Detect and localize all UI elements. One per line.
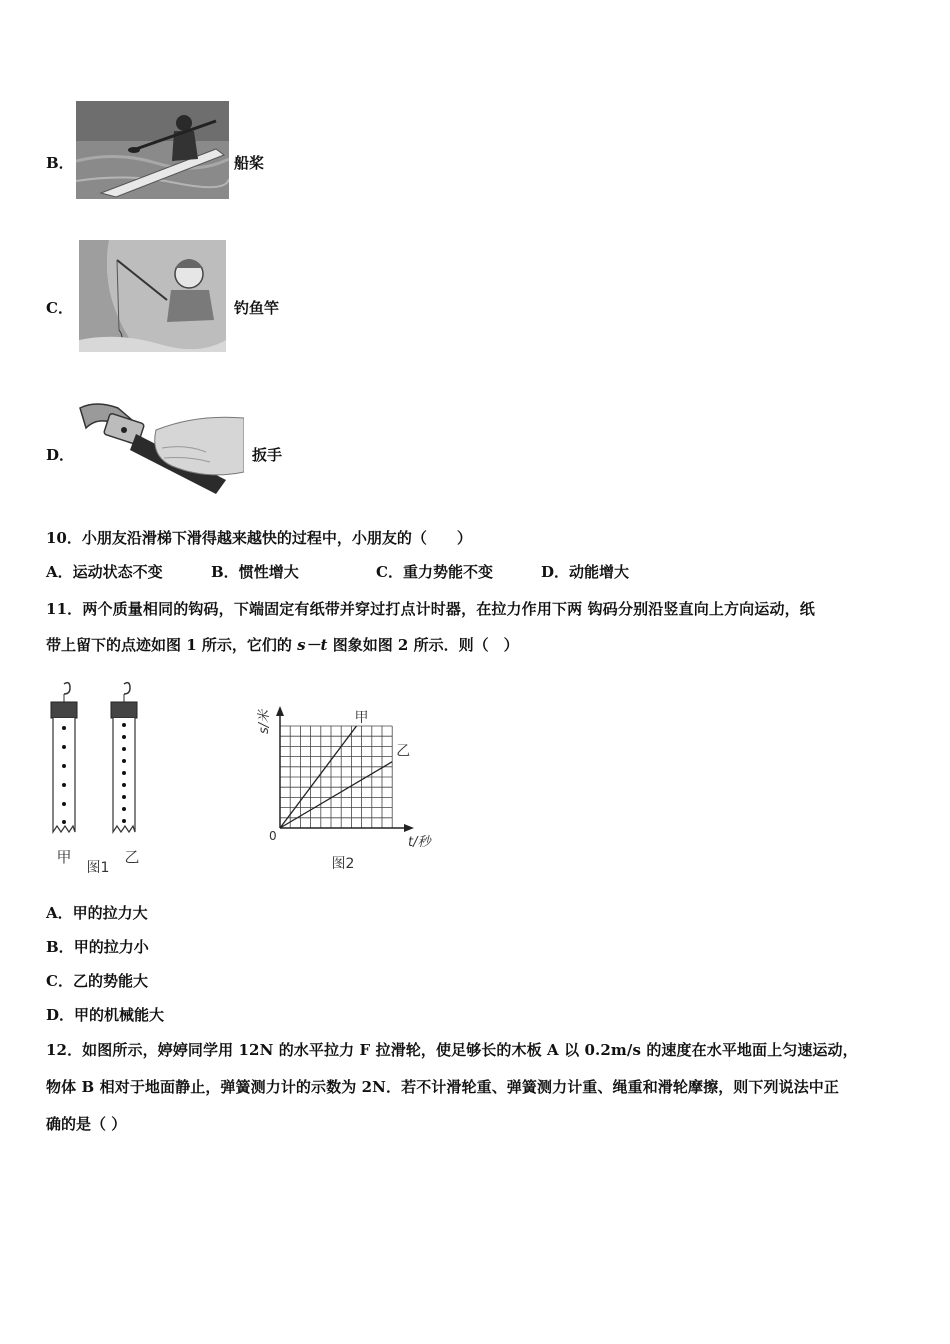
option-label: B． (46, 938, 74, 956)
x-axis-arrow-icon (404, 824, 414, 832)
x-axis-label: t/秒 (408, 835, 431, 850)
chart-title: 图2 (331, 856, 355, 872)
q11-stem-line2 (46, 635, 519, 655)
option-text: 惯性增大 (238, 563, 299, 581)
tape-jia (51, 683, 77, 832)
q12-stem-line2: 物体 B 相对于地面静止，弹簧测力计的示数为 2N．若不计滑轮重、弹簧测力计重、绳重和滑轮摩擦，则下列说法中正 (46, 1078, 839, 1096)
fishing-rod-cartoon-icon (79, 240, 226, 352)
option-label: A． (46, 904, 73, 922)
q11-stem-line1: 11．两个质量相同的钩码，下端固定有纸带并穿过打点计时器，在拉力作用下两 钩码分别沿竖直向上方向运动，纸 (46, 600, 815, 618)
fig1-label-jia: 甲 (56, 848, 72, 866)
option-text: 运动状态不变 (72, 563, 163, 581)
q11-option-d[interactable] (46, 1005, 164, 1025)
series-label-jia: 甲 (354, 710, 369, 726)
option-text: 甲的机械能大 (74, 1006, 165, 1024)
q11-stem-text: 带上留下的点迹如图 1 所示，它们的 (46, 636, 298, 654)
option-label: D． (46, 446, 75, 464)
option-label: D． (541, 563, 570, 581)
option-text: 钓鱼竿 (234, 299, 280, 317)
option-text: 扳手 (252, 446, 283, 464)
series-label-yi: 乙 (396, 743, 411, 760)
q10-option-a[interactable] (46, 562, 163, 582)
tape-yi (111, 683, 137, 832)
q10-option-d[interactable] (541, 562, 629, 582)
q12-stem-line1: 12．如图所示，婷婷同学用 12N 的水平拉力 F 拉滑轮，使足够长的木板 A 以 0.2m/s 的速度在水平地面上匀速运动， (46, 1041, 858, 1059)
option-text: 动能增大 (569, 563, 630, 581)
q11-option-c[interactable] (46, 971, 148, 991)
option-label: D． (46, 1006, 75, 1024)
option-text: 重力势能不变 (402, 563, 493, 581)
figure1-paper-tapes (40, 680, 160, 880)
q10-stem: 10．小朋友沿滑梯下滑得越来越快的过程中，小朋友的（ ） (46, 529, 472, 547)
y-axis-arrow-icon (276, 706, 284, 716)
figure2-st-chart (250, 700, 450, 875)
option-label: C． (46, 299, 73, 317)
option-label: A． (46, 563, 73, 581)
option-text: 船桨 (234, 154, 265, 172)
y-axis-label: s/米 (257, 709, 272, 734)
option-text: 乙的势能大 (72, 972, 148, 990)
q10-option-b[interactable] (211, 562, 299, 582)
q11-option-b[interactable] (46, 937, 149, 957)
option-text: 甲的拉力大 (72, 904, 148, 922)
option-text: 甲的拉力小 (73, 938, 149, 956)
option-label: C． (46, 972, 73, 990)
option-label: C． (376, 563, 403, 581)
kayak-paddle-photo-icon (76, 101, 229, 199)
chart-grid (280, 726, 392, 828)
q12-stem-line3: 确的是（ ） (46, 1115, 127, 1133)
option-label: B． (211, 563, 239, 581)
option-label: B． (46, 154, 74, 172)
wrench-in-hand-photo-icon (76, 400, 244, 496)
origin-label: 0 (269, 829, 277, 843)
chart-series (280, 710, 410, 828)
q11-stem-text: 图象如图 2 所示．则（ ） (327, 636, 519, 654)
q10-option-c[interactable] (376, 562, 493, 582)
q11-stem-variable: s－t (297, 636, 328, 654)
fig1-caption: 图1 (86, 860, 110, 876)
fig1-label-yi: 乙 (124, 848, 140, 866)
q11-option-a[interactable] (46, 903, 148, 923)
